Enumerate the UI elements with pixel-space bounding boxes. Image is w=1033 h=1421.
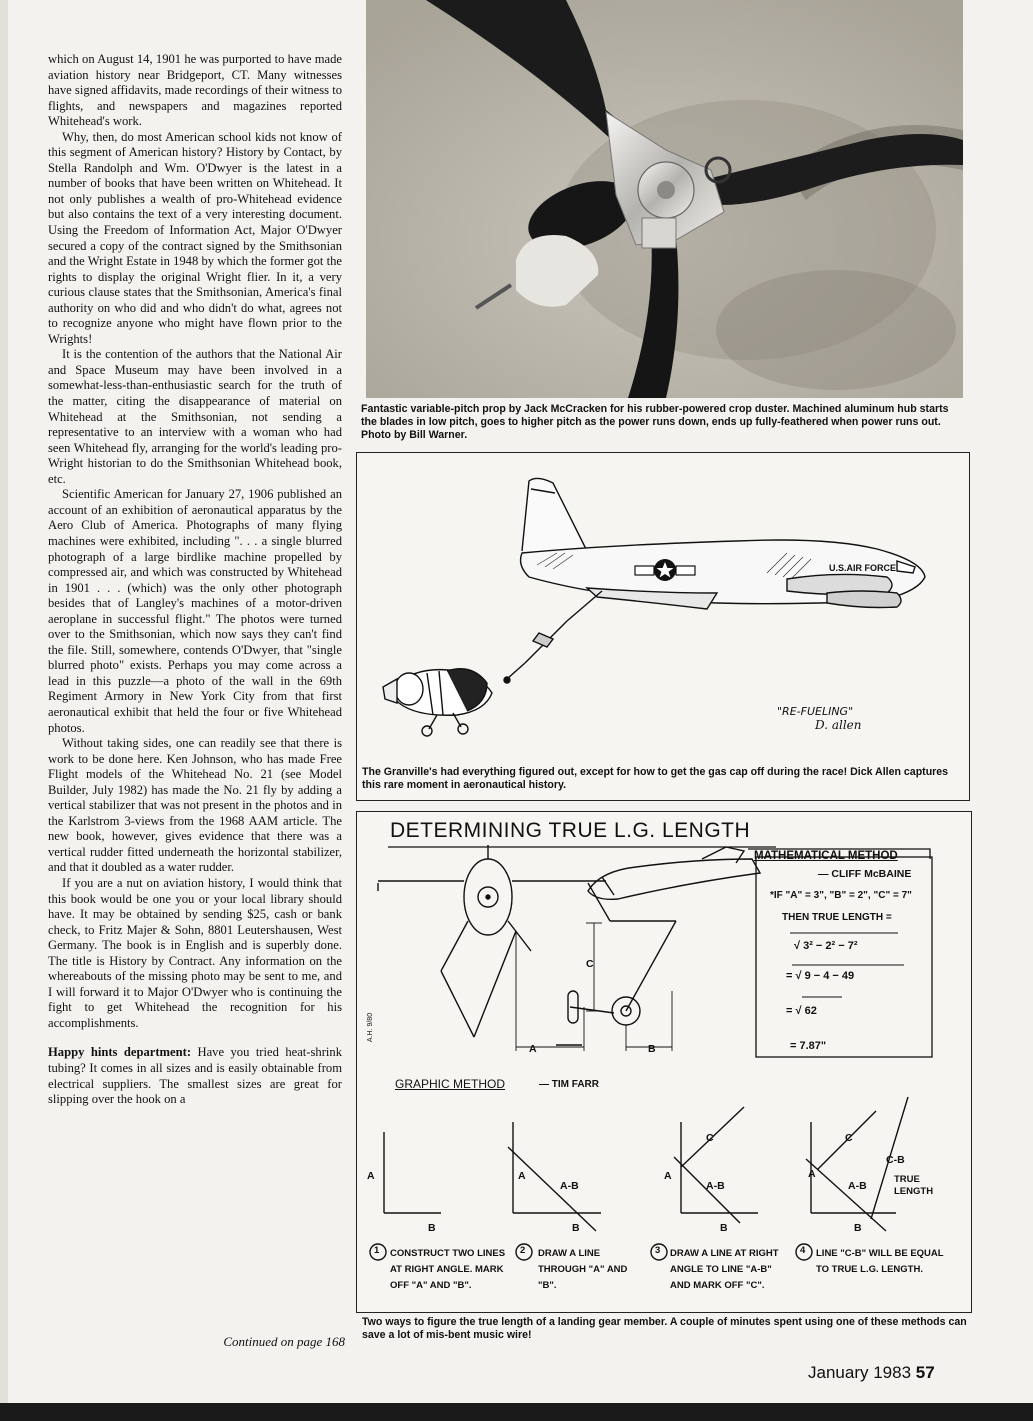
math-step-1: √ 3² − 2² − 7² [794,940,858,952]
paragraph-1: which on August 14, 1901 he was purported to have made aviation history near Bridgeport, CT. Many witnesses have signed affidavits, made recordings of their witness to flights, and newspapers and magazines reported Whitehead's work. [48,52,342,129]
graphic-method-author: — TIM FARR [539,1079,599,1090]
cartoon-box [356,452,970,801]
step-1-text: CONSTRUCT TWO LINES AT RIGHT ANGLE. MARK OFF "A" AND "B". [390,1248,506,1291]
refueling-cartoon [357,453,969,765]
graphic-method-heading: GRAPHIC METHOD [395,1077,506,1091]
draftsman-initials: A.H. 9/80 [367,1012,375,1043]
panel4-label-ab: A-B [848,1180,867,1192]
article-column [48,52,342,1108]
math-step-2: = √ 9 − 4 − 49 [786,970,855,982]
panel4-true-length: TRUE LENGTH [894,1174,934,1197]
step-4-number: 4 [800,1245,806,1256]
diagram-drawing [356,811,970,1311]
paragraph-6: If you are a nut on aviation history, I would think that this book would be one you or your local library should have. It may be obtained by sending $25, cash or bank check, to Fritz Majer & Sohn, 8801 Leutershausen, West Germany. The book is in English and is superbly done. The title is History by Contract. Any information on the whereabouts of the missing photo may be sent to me, and I will forward it to Major O'Dwyer who is continuing the fight to get Whitehead the recognition for his accomplishments. [48,875,342,1030]
dimension-label-c: C [586,958,594,970]
paragraph-4: Scientific American for January 27, 1906 published an account of an exhibition of aeronautical apparatus by the Aero Club of America. Photographs of many flying machines were exhibited, including ". . . a single blurred photograph of a large birdlike machine propelled by compressed air, and which was constructed by Whitehead in 1901 . . . (which) was the only other photograph besides that of Langley's machines of a motor-driven aeroplane in successful flight." The photos were turned over to the Smithsonian, which now says they can't find the file. Still, somewhere, contends O'Dwyer, that "single blurred photo" exists. Perhaps you may come across a lead in this puzzle—a photo of the wall in the 69th Regiment Armory in New York City from that first aeronautical exhibit that held the four or five Whitehead photos. [48,487,342,735]
panel1-label-b: B [428,1222,436,1234]
step-2-number: 2 [520,1245,526,1256]
panel4-label-b: B [854,1222,862,1234]
math-then: THEN TRUE LENGTH = [782,912,892,923]
photo-caption: Fantastic variable-pitch prop by Jack McCracken for his rubber-powered crop duster. Machined aluminum hub starts the blades in low pitch, goes to higher pitch as the power runs down, ends up fully-feathered when power runs out. Photo by Bill Warner. [361,403,949,442]
step-3-number: 3 [655,1245,661,1256]
panel1-label-a: A [367,1170,375,1182]
math-step-3: = √ 62 [786,1005,817,1017]
step-3-text: DRAW A LINE AT RIGHT ANGLE TO LINE "A-B" AND MARK OFF "C". [670,1248,779,1291]
step-1-number: 1 [374,1245,380,1256]
panel4-label-cb: C-B [886,1154,905,1166]
math-condition: *IF "A" = 3", "B" = 2", "C" = 7" [770,890,912,901]
scan-edge [0,1403,1033,1421]
cartoon-caption: The Granville's had everything figured out, except for how to get the gas cap off during the race! Dick Allen captures this rare moment in aeronautical history. [362,766,949,792]
math-result: = 7.87" [790,1040,827,1052]
diagram-title: DETERMINING TRUE L.G. LENGTH [390,819,751,842]
page-number: 57 [915,1363,935,1382]
issue-date: January 1983 [808,1363,912,1382]
math-method-heading: MATHEMATICAL METHOD [754,850,898,862]
hint-body: Have you tried heat-shrink tubing? It comes in all sizes and is easily obtainable from electrical suppliers. The smallest sizes are great for slipping over the hook on a [48,1045,342,1107]
panel3-label-ab: A-B [706,1180,725,1192]
dimension-label-b: B [648,1043,656,1055]
propeller-photo [366,0,963,398]
panel4-label-c: C [845,1132,853,1144]
hint-heading: Happy hints department: [48,1045,192,1060]
step-4-text: LINE "C-B" WILL BE EQUAL TO TRUE L.G. LENGTH. [816,1248,944,1275]
step-2-text: DRAW A LINE THROUGH "A" AND "B". [538,1248,628,1291]
paragraph-5: Without taking sides, one can readily see that there is work to be done here. Ken Johnson, who has made Free Flight models of the Whitehead No. 21 (see Model Builder, July 1982) has made the No. 21 fly by adding a vertical stabilizer that was not present in the photos and in the Karlstrom 3-views from the 1968 AAM article. The new book, however, gives evidence that there was a vertical rudder fitted underneath the horizontal stabilizer, and that it doubled as a water rudder. [48,736,342,875]
hint-paragraph [48,1045,342,1107]
tail-marking: U.S.AIR FORCE [829,563,897,573]
diagram-caption: Two ways to figure the true length of a landing gear member. A couple of minutes spent using one of these methods can save a lot of mis-bent music wire! [362,1316,967,1342]
math-method-author: — CLIFF McBAINE [818,868,912,880]
paragraph-3: It is the contention of the authors that the National Air and Space Museum may have been involved in a somewhat-less-than-enthusiastic search for the truth of the matter, citing the disappearance of material on Whitehead at the Smithsonian, not sending a representative to an interview with a woman who had seen Whitehead fly, arranging for the world's leading pro-Wright historian to do the Smithsonian Whitehead book, etc. [48,347,342,486]
paragraph-2: Why, then, do most American school kids not know of this segment of American history? History by Contact, by Stella Randolph and Wm. O'Dwyer is the latest in a number of books that have been written on Whitehead. It not only publishes a wealth of pro-Whitehead evidence but also contains the text of a very interesting document. Using the Freedom of Information Act, Major O'Dwyer secured a copy of the contract signed by the Smithsonian and the Wright Estate in 1948 by which the former got the rights to display the original Wright flier. In it, a very curious clause states that the Smithsonian, America's final authority on who did and who didn't do what, agrees not to recognize anyone who might have flown prior to the Wrights! [48,129,342,346]
dimension-label-a: A [529,1043,537,1055]
panel4-label-a: A [808,1168,816,1180]
propeller-illustration [366,0,963,398]
page-footer [808,1363,935,1383]
panel2-label-ab: A-B [560,1180,579,1192]
continued-note: Continued on page 168 [223,1334,345,1349]
panel3-label-a: A [664,1170,672,1182]
artist-signature: D. allen [815,718,862,732]
panel3-label-b: B [720,1222,728,1234]
panel2-label-b: B [572,1222,580,1234]
cartoon-title: "RE-FUELING" [777,705,854,718]
panel2-label-a: A [518,1170,526,1182]
page-edge [0,0,8,1421]
panel3-label-c: C [706,1132,714,1144]
